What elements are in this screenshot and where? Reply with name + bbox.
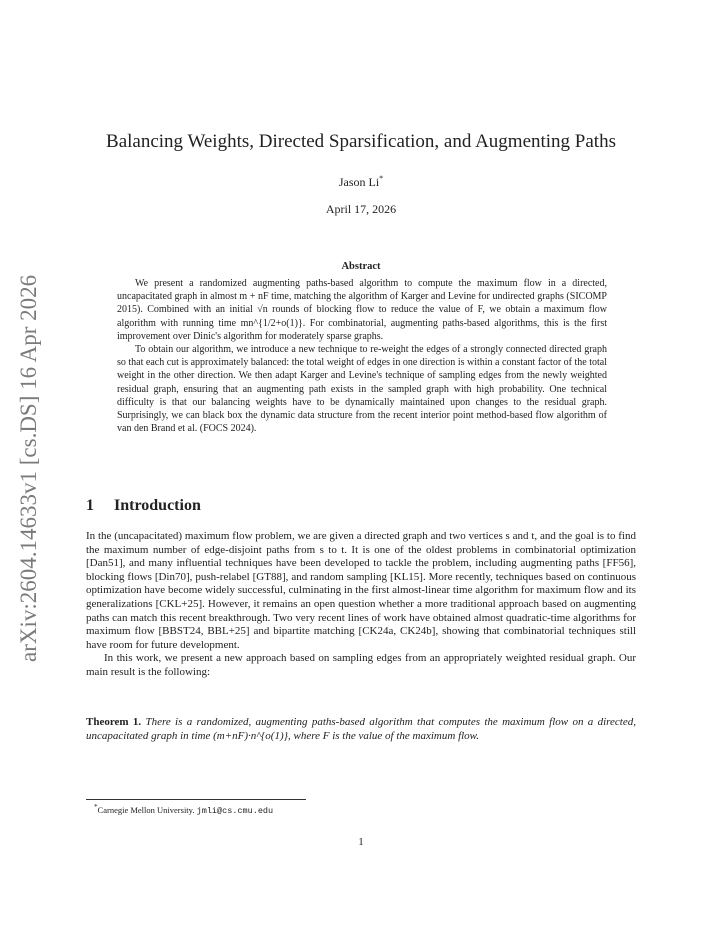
page-number: 1 [358,836,364,848]
section-heading-introduction [86,497,636,515]
introduction-body [86,530,636,680]
abstract-heading: Abstract [341,261,381,272]
abstract-body [117,277,607,435]
section-number: 1 [86,497,94,514]
theorem-label: Theorem 1. [86,716,142,728]
theorem-statement: There is a randomized, augmenting paths-based algorithm that computes the maximum flow on a directed, uncapacitated graph in time (m+nF)·n^{o(1)}, where F is the value of the maximum flow. [86,716,636,742]
footnote-mark: * [94,803,98,811]
footnote-email: jmli@cs.cmu.edu [196,805,274,816]
author-name: Jason Li [338,175,380,189]
abstract-paragraph-1: We present a randomized augmenting paths-based algorithm to compute the maximum flow in a directed, uncapacitated graph in almost m + nF time, matching the algorithm of Karger and Levine for undirected graphs (SICOMP 2015). Combined with an initial √n rounds of blocking flow to reduce the value of F, we obtain a maximum flow algorithm with running time mn^{1/2+o(1)}. For combinatorial, augmenting paths-based algorithms, this is the first improvement over Dinic's algorithm for moderately sparse graphs. [117,278,607,342]
footnote-divider [86,799,306,800]
author-footnote-mark: * [379,174,384,183]
author-line [86,174,636,190]
arxiv-sidebar-stamp: arXiv:2604.14633v1 [cs.DS] 16 Apr 2026 [16,274,41,662]
intro-paragraph-1: In the (uncapacitated) maximum flow problem, we are given a directed graph and two vertices s and t, and the goal is to find the maximum number of edge-disjoint paths from s to t. It is one of the oldest problems in combinatorial optimization [Dan51], and many influential techniques have been developed to tackle the problem, including augmenting paths [FF56], blocking flows [Din70], push-relabel [GT88], and random sampling [KL15]. More recently, techniques based on continuous optimization have become widely successful, culminating in the first almost-linear time algorithm for maximum flow and its generalizations [CKL+25]. However, it remains an open question whether a more traditional approach based on augmenting paths can match this recent breakthrough. Two very recent lines of work have obtained almost quadratic-time algorithms for maximum flow [BBST24, BBL+25] and bipartite matching [CK24a, CK24b], showing that combinatorial techniques still have room for future development. [86,530,636,651]
footnote-affiliation: Carnegie Mellon University. [97,804,195,815]
paper-date: April 17, 2026 [325,202,397,216]
abstract-paragraph-2: To obtain our algorithm, we introduce a new technique to re-weight the edges of a strongly connected directed graph so that each cut is approximately balanced: the total weight of edges in one direction is within a constant factor of the total weight in the other direction. We then adapt Karger and Levine's technique of sampling edges from the newly weighted residual graph, ensuring that an augmenting path exists in the sampled graph with high probability. One technical difficulty is that our balancing weights have to be dynamically maintained upon changes to the residual graph. Surprisingly, we can black box the dynamic data structure from the recent interior point method-based flow algorithm of van den Brand et al. (FOCS 2024). [117,344,607,435]
footnote [94,803,634,816]
intro-paragraph-2: In this work, we present a new approach based on sampling edges from an appropriately weighted residual graph. Our main result is the following: [86,652,636,678]
section-title: Introduction [114,497,201,514]
theorem-1 [86,716,636,744]
paper-title: Balancing Weights, Directed Sparsification, and Augmenting Paths [106,131,616,152]
